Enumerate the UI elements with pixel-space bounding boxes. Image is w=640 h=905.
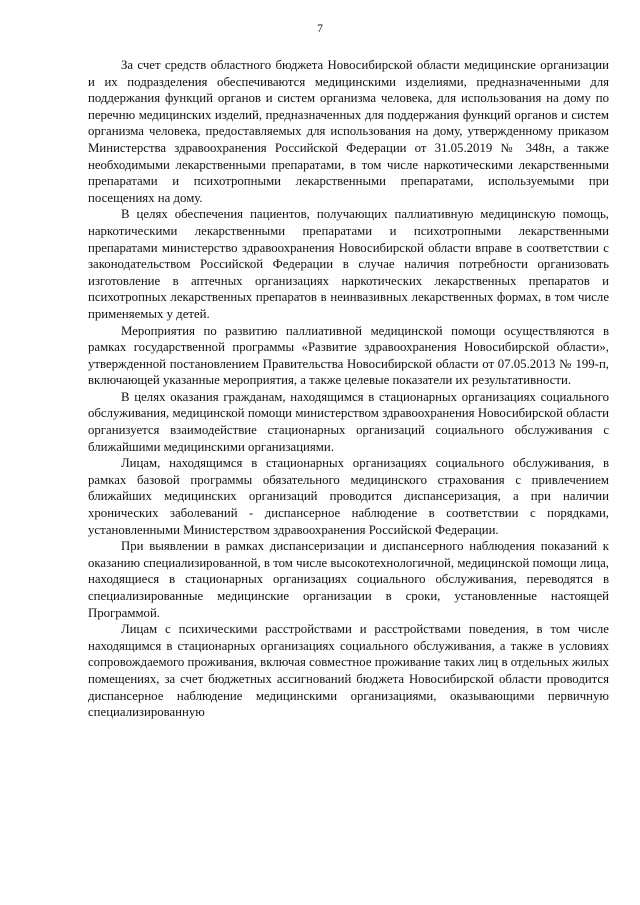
document-body xyxy=(88,57,609,721)
paragraph-specialized-transfer: При выявлении в рамках диспансеризации и диспансерного наблюдения показаний к оказанию специализированной, в том числе высокотехнологичной, медицинской помощи лица, находящиеся в стационарных организациях социального обслуживания, переводятся в специализированные медицинские организации в сроки, установленные настоящей Программой. xyxy=(88,539,609,620)
paragraph-palliative-drugs: В целях обеспечения пациентов, получающих паллиативную медицинскую помощь, наркотическими лекарственными препаратами и психотропными лекарственными препаратами министерство здравоохранения Новосибирской области вправе в соответствии с законодательством Российской Федерации в случае наличия потребности организовать изготовление в аптечных организациях наркотических лекарственных препаратов и психотропных лекарственных препаратов в неинвазивных лекарственных формах, в том числе применяемых у детей. xyxy=(88,207,609,321)
paragraph-social-care-interaction: В целях оказания гражданам, находящимся в стационарных организациях социального обслуживания, медицинской помощи министерством здравоохранения Новосибирской области организуется взаимодействие стационарных организаций социального обслуживания с ближайшими медицинскими организациями. xyxy=(88,389,609,454)
paragraph-mental-disorders: Лицам с психическими расстройствами и расстройствами поведения, в том числе находящимся в стационарных организациях социального обслуживания, а также в условиях сопровождаемого проживания, включая совместное проживание таких лиц в отдельных жилых помещениях, за счет бюджетных ассигнований бюджета Новосибирской области проводится диспансерное наблюдение медицинскими организациями, оказывающими первичную специализированную xyxy=(88,622,609,720)
paragraph-dispensary-screening: Лицам, находящимся в стационарных организациях социального обслуживания, в рамках базовой программы обязательного медицинского страхования с привлечением ближайших медицинских организаций проводится диспансеризация, а при наличии хронических заболеваний - диспансерное наблюдение в соответствии с порядками, установленными Министерством здравоохранения Российской Федерации. xyxy=(88,456,609,537)
page-number: 7 xyxy=(317,23,323,35)
paragraph-medical-devices: За счет средств областного бюджета Новосибирской области медицинские организации и их подразделения обеспечиваются медицинскими изделиями, предназначенными для поддержания функций органов и систем организма человека, для использования на дому по перечню медицинских изделий, предназначенных для поддержания функций органов и систем организма человека, предоставляемых для использования на дому, утвержденному приказом Министерства здравоохранения Российской Федерации от 31.05.2019 № 348н, а также необходимыми лекарственными препаратами, в том числе наркотическими лекарственными препаратами и психотропными лекарственными препаратами, используемыми при посещениях на дому. xyxy=(88,58,609,205)
paragraph-palliative-program: Мероприятия по развитию паллиативной медицинской помощи осуществляются в рамках государственной программы «Развитие здравоохранения Новосибирской области», утвержденной постановлением Правительства Новосибирской области от 07.05.2013 № 199-п, включающей указанные мероприятия, а также целевые показатели их результативности. xyxy=(88,323,609,388)
